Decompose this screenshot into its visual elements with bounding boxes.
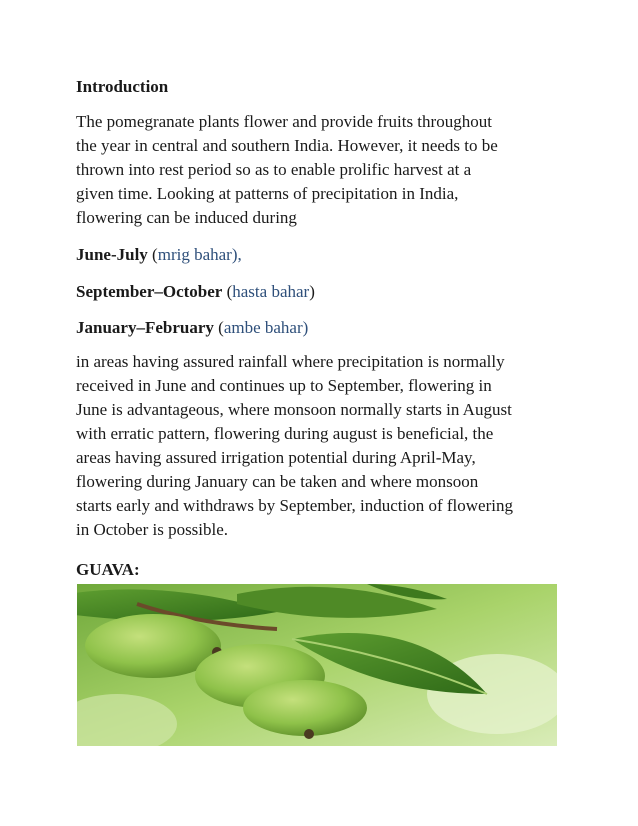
season-paren-open: (: [147, 245, 158, 264]
guava-fruit: [243, 680, 367, 736]
introduction-heading: Introduction: [76, 77, 169, 96]
paragraph-line: with erratic pattern, flowering during august is beneficial, the: [76, 424, 494, 443]
season-june-july: [76, 244, 242, 266]
season-bahar: ambe bahar): [223, 318, 309, 337]
guava-heading: GUAVA:: [76, 560, 140, 579]
paragraph-line: in areas having assured rainfall where precipitation is normally: [76, 352, 505, 371]
paragraph-line: June is advantageous, where monsoon normally starts in August: [76, 400, 512, 419]
season-months: September–October: [76, 282, 223, 301]
guava-illustration: [77, 584, 557, 746]
paragraph-line: the year in central and southern India. However, it needs to be: [76, 136, 498, 155]
paragraph-line: The pomegranate plants flower and provide fruits throughout: [76, 112, 492, 131]
season-paren-open: (: [222, 282, 233, 301]
paragraph-line: received in June and continues up to September, flowering in: [76, 376, 492, 395]
paragraph-line: starts early and withdraws by September, induction of flowering: [76, 496, 513, 515]
season-paren-close: ): [309, 282, 315, 301]
details-paragraph: [76, 350, 566, 542]
season-months: January–February: [76, 318, 214, 337]
season-bahar: mrig bahar),: [157, 245, 242, 264]
introduction-paragraph: [76, 110, 566, 230]
paragraph-line: thrown into rest period so as to enable prolific harvest at a: [76, 160, 472, 179]
season-paren-open: (: [213, 318, 224, 337]
paragraph-line: in October is possible.: [76, 520, 229, 539]
paragraph-line: given time. Looking at patterns of precipitation in India,: [76, 184, 459, 203]
season-january-february: [76, 317, 308, 339]
guava-photo: [77, 584, 557, 746]
season-september-october: [76, 281, 315, 303]
paragraph-line: flowering can be induced during: [76, 208, 297, 227]
paragraph-line: areas having assured irrigation potential during April-May,: [76, 448, 476, 467]
season-months: June-July: [76, 245, 148, 264]
paragraph-line: flowering during January can be taken and where monsoon: [76, 472, 479, 491]
season-bahar: hasta bahar: [232, 282, 310, 301]
